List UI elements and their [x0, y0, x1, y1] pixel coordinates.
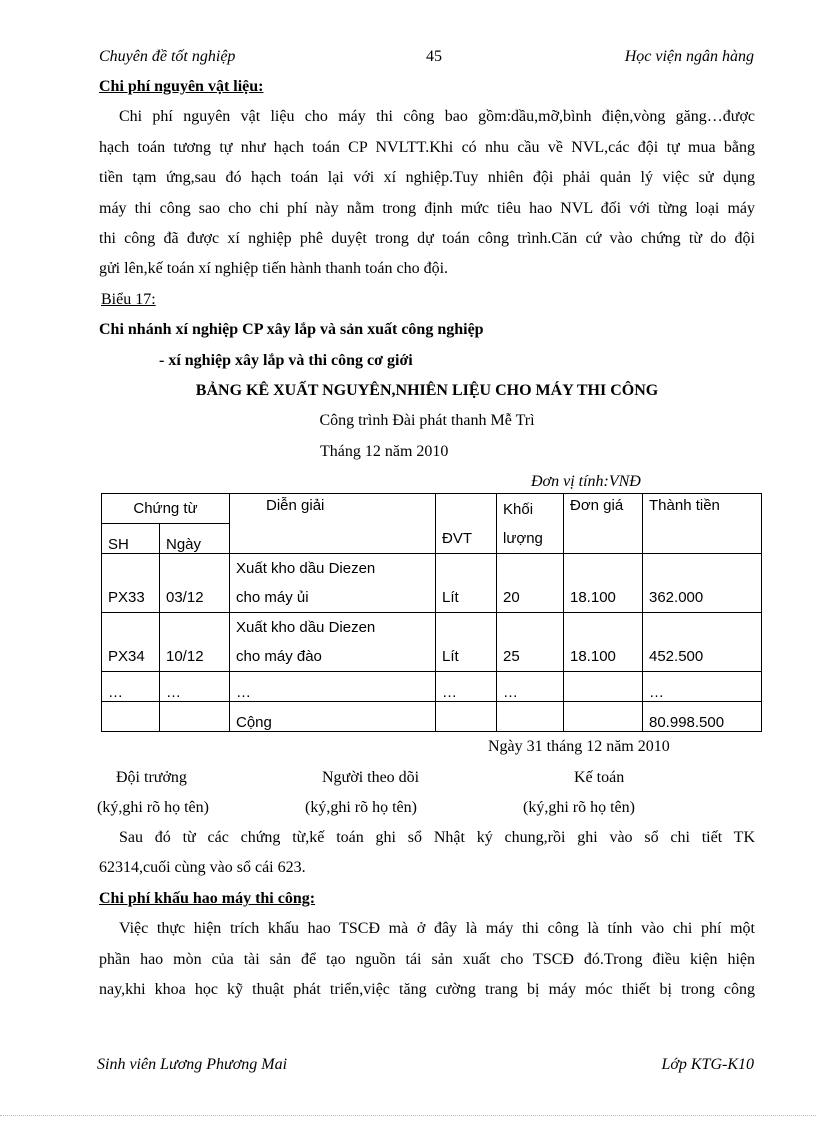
section2-line-3: nay,khi khoa học kỹ thuật phát triển,việc tăng cường trang bị máy móc thiết bị trong công [99, 980, 755, 998]
row2-unit: Lít [436, 613, 497, 672]
header-unit: ĐVT [436, 494, 497, 554]
sign-note-2: (ký,ghi rõ họ tên) [305, 799, 417, 816]
signature-date: Ngày 31 tháng 12 năm 2010 [488, 738, 670, 755]
role-team-leader: Đội trưởng [116, 769, 187, 786]
section2-heading: Chi phí khấu hao máy thi công: [99, 889, 316, 907]
header-sh: SH [102, 524, 160, 554]
ellipsis-amount: … [643, 672, 762, 702]
header-left: Chuyên đề tốt nghiệp [99, 48, 236, 65]
currency-unit: Đơn vị tính:VNĐ [531, 473, 641, 491]
row1-qty: 20 [497, 554, 564, 613]
ellipsis-sh: … [102, 672, 160, 702]
section1-line-1: Chi phí nguyên vật liệu cho máy thi công bao gồm:dầu,mỡ,bình điện,vòng găng…được [119, 108, 755, 126]
sign-note-3: (ký,ghi rõ họ tên) [523, 799, 635, 816]
materials-table [101, 493, 762, 732]
row2-sh: PX34 [102, 613, 160, 672]
header-date: Ngày [160, 524, 230, 554]
total-qty [497, 702, 564, 732]
total-amount: 80.998.500 [643, 702, 762, 732]
row2-qty: 25 [497, 613, 564, 672]
row1-price: 18.100 [564, 554, 643, 613]
ellipsis-qty: … [497, 672, 564, 702]
section1-line-2: hạch toán tương tự như hạch toán CP NVLTT.Khi có nhu cầu về NVL,các đội tự mua bằng [99, 138, 755, 156]
after-table-line-1: Sau đó từ các chứng từ,kế toán ghi sổ Nhật ký chung,rồi ghi vào sổ chi tiết TK [119, 829, 755, 846]
role-monitor: Người theo dõi [322, 769, 420, 786]
form-label: Biểu 17: [101, 290, 156, 308]
sign-note-1: (ký,ghi rõ họ tên) [97, 799, 209, 816]
header-quantity: Khối lượng [497, 494, 564, 554]
row1-unit: Lít [436, 554, 497, 613]
total-unit [436, 702, 497, 732]
org-line-1: Chi nhánh xí nghiệp CP xây lắp và sản xuất công nghiệp [99, 321, 484, 339]
table-row [102, 613, 762, 672]
row1-desc: Xuất kho dầu Diezen cho máy ủi [230, 554, 436, 613]
role-accountant: Kế toán [574, 769, 625, 786]
footer-left: Sinh viên Lương Phương Mai [97, 1056, 288, 1073]
header-price: Đơn giá [564, 494, 643, 554]
row2-amount: 452.500 [643, 613, 762, 672]
row1-sh: PX33 [102, 554, 160, 613]
report-month: Tháng 12 năm 2010 [320, 442, 449, 460]
body-bottom [99, 823, 755, 1005]
report-title: BẢNG KÊ XUẤT NGUYÊN,NHIÊN LIỆU CHO MÁY THI CÔNG [195, 381, 659, 399]
row2-date: 10/12 [160, 613, 230, 672]
org-line-2: - xí nghiệp xây lắp và thi công cơ giới [159, 351, 413, 369]
ellipsis-price [564, 672, 643, 702]
section2-line-1: Việc thực hiện trích khấu hao TSCĐ mà ở đây là máy thi công là tính vào chi phí một [119, 920, 755, 938]
ellipsis-unit: … [436, 672, 497, 702]
ellipsis-desc: … [230, 672, 436, 702]
header-voucher: Chứng từ [102, 494, 230, 524]
total-sh [102, 702, 160, 732]
header-description: Diễn giải [230, 494, 436, 554]
section2-line-2: phần hao mòn của tài sản để tạo nguồn tái sản xuất cho TSCĐ đó.Trong điều kiện hiện [99, 950, 755, 968]
total-label: Cộng [230, 702, 436, 732]
row1-amount: 362.000 [643, 554, 762, 613]
section1-line-5: thi công đã được xí nghiệp phê duyệt trong dự toán công trình.Căn cứ vào chứng từ do đội [99, 229, 755, 247]
footer-dotted-rule [0, 1115, 816, 1116]
total-price [564, 702, 643, 732]
row2-desc: Xuất kho dầu Diezen cho máy đào [230, 613, 436, 672]
footer-right: Lớp KTG-K10 [661, 1056, 754, 1073]
section1-line-3: tiền tạm ứng,sau đó hạch toán lại với xí nghiệp.Tuy nhiên đội phải quản lý việc sử dụng [99, 169, 755, 187]
body-top [99, 72, 755, 497]
page-number: 45 [426, 48, 442, 65]
header-amount: Thành tiền [643, 494, 762, 554]
table-row-ellipsis [102, 672, 762, 702]
section1-line-4: máy thi công sao cho chi phí này nằm trong định mức tiêu hao NVL đối với từng loại máy [99, 199, 755, 217]
section1-heading: Chi phí nguyên vật liệu: [99, 78, 264, 95]
table-header-row-1 [102, 494, 762, 524]
row1-date: 03/12 [160, 554, 230, 613]
project-name: Công trình Đài phát thanh Mễ Trì [319, 412, 535, 430]
section1-line-6: gửi lên,kế toán xí nghiệp tiến hành thanh toán cho đội. [99, 260, 449, 278]
after-table-line-2: 62314,cuối cùng vào sổ cái 623. [99, 859, 306, 877]
row2-price: 18.100 [564, 613, 643, 672]
total-date [160, 702, 230, 732]
table-row [102, 554, 762, 613]
table-total-row [102, 702, 762, 732]
ellipsis-date: … [160, 672, 230, 702]
header-right: Học viện ngân hàng [624, 48, 754, 65]
